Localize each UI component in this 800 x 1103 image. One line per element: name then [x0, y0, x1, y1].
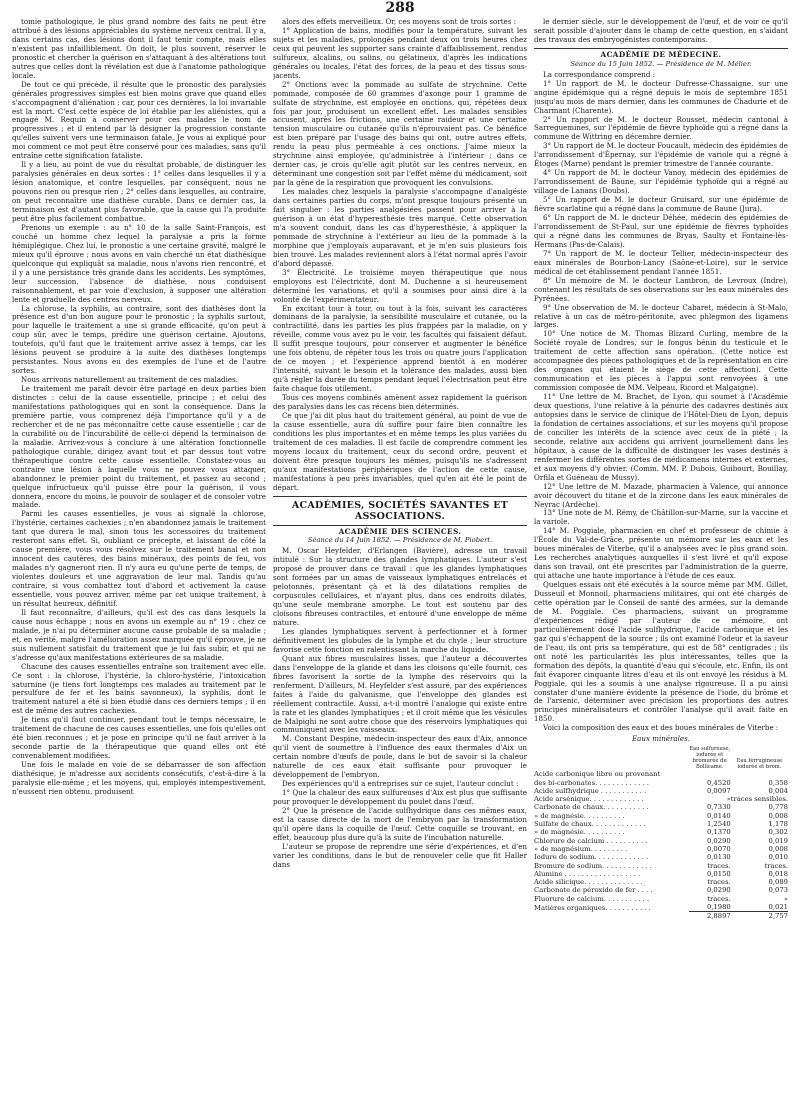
- section-rule: [273, 525, 527, 526]
- paragraph: 9° Une observation de M. le docteur Cabaret, médecin à St-Malo, relative à un cas de métro-péritonite, avec phlegmon des ligamens larges.: [534, 302, 788, 330]
- row-label: Chlorure de calcium . . . . . . . . . .: [534, 836, 648, 845]
- paragraph: 8° Un mémoire de M. le docteur Lambron, de Levroux (Indre), contenant les résultats de ses observations sur les eaux minérales des Pyrénées.: [534, 275, 788, 303]
- table-row: [534, 837, 788, 845]
- paragraph: 12° Une lettre de M. Mazade, pharmacien à Valence, qui annonce avoir découvert du titane et de la zircone dans les eaux minérales de Neyrac (Ardèche).: [534, 481, 788, 509]
- section-title: ACADÉMIES, SOCIÉTÉS SAVANTES ET ASSOCIATIONS.: [291, 499, 509, 522]
- table-row: [534, 886, 788, 894]
- waters-title: Eaux minérales.: [632, 734, 690, 744]
- paragraph: Nous arrivons naturellement au traitement de ces maladies.: [21, 375, 238, 385]
- table-intro-row: Acide carbonique libre ou provenant: [534, 770, 661, 779]
- row-label: des bi-carbonates. . . . . . . . . . . . .: [534, 778, 650, 787]
- paragraph: Chacune des causes essentielles entraîne son traitement avec elle. Ce sont : la chlorose, l'hystérie, la chloro-hystérie, l'intoxication saturnine (je tiens fort longtemps ces malades au traitement par le persulfure de fer et les bains savonneux), la syphilis, dont le traitement naturel a été si bien étudié dans ces derniers temps ; il en est de même des autres cachexies.: [12, 661, 266, 716]
- row-value: traces sensibles.: [730, 795, 788, 804]
- row-label: Carbonate de chaux. . . . . . . . . . .: [534, 803, 649, 812]
- paragraph: Tous ces moyens combinés amènent assez rapidement la guérison des paralysies dans les cas récens bien déterminés.: [273, 393, 527, 411]
- column-right: [534, 18, 788, 1098]
- paragraph: Une fois le malade en voie de se débarrasser de son affection diathésique, je m'adresse aux accidents consécutifs, c'est-à-dire à la paralysie elle-même ; et les moyens, qui, employés intempestivement, n'eussent rien obtenu, produisent: [12, 760, 266, 796]
- row-value: »: [726, 795, 731, 804]
- paragraph: Prenons un exemple : au n° 10 de la salle Saint-François, est couché un homme chez lequel la paralysie a pris la forme hémiplégique. Chez lui, le pronostic a une certaine gravité, malgré le mieux qu'il éprouve ; nous avons en vain cherché un état diathésique quelconque qui expliquât sa maladie, nous n'avons rien rencontré, et il y a une persistance très grande dans les accidents. Les symptômes, leur succession, l'absence de diathèse, nous conduisent raisonnablement, et par voie d'exclusion, à supposer une altération lente et graduelle des centres nerveux.: [12, 222, 266, 304]
- paragraph: tomie pathologique, le plus grand nombre des faits ne peut être attribué à des lésions appréciables du système nerveux central. Il y a, dans certains cas, des lésions dont il faut tenir compte, mais elles n'existent pas infailliblement. On doit, le plus souvent, réserver le pronostic et chercher la guérison en s'attaquant à des altérations tout autres que celles dont la révélation est due à l'anatomie pathologique locale.: [12, 18, 266, 80]
- row-value: traces.: [707, 894, 731, 903]
- row-label: » de magnésie. . . . . . . . . .: [534, 811, 625, 820]
- row-value: 0,0070: [706, 844, 731, 853]
- paragraph: 13° Une note de M. Rémy, de Châtillon-sur-Marne, sur la vaccine et la variole.: [534, 508, 788, 527]
- paragraph: Les glandes lymphatiques servent à perfectionner et à former définitivement les globules de la lymphe et du chyle ; leur structure favorise cette fonction en ralentissant la marche du liquide.: [273, 627, 527, 654]
- row-value: 0,0290: [706, 886, 731, 895]
- paragraph: 3° Électricité. Le troisième moyen thérapeutique que nous employons est l'électricité, dont M. Duchenne a si heureusement déterminé les variations, et qu'il a soumises pour ainsi dire à la volonté de l'expérimentateur.: [273, 267, 527, 304]
- table-row: [534, 903, 788, 912]
- total-value: 2,8897: [689, 912, 731, 921]
- col-header-sulfur: Eau sulfureuse, iodurée et bromurée du Bollicame.: [689, 746, 731, 771]
- paragraph: 1° Application de bains, modifiés pour la température, suivant les sujets et les maladies, prolongés pendant deux ou trois heures chez ceux qui peuvent les supporter sans crainte d'affaiblissement, rendus sulfureux, alcalins, ou salins, ou gélatineux, d'après les indications générales ou locales, l'état des forces, de la peau et des tissus sous-jacents.: [273, 25, 527, 80]
- paragraph: 14° M. Poggiale, pharmacien en chef et professeur de chimie à l'École du Val-de-Grâce, présente un mémoire sur les eaux et les boues minérales de Viterbe, qu'il a analysées avec le plus grand soin. Les recherches analytiques auxquelles il s'est livré et qu'il expose dans son travail, ont été prescrites par l'administration de la guerre, qui attache une haute importance à l'étude de ces eaux.: [534, 526, 788, 581]
- row-value: 0,358: [768, 778, 788, 787]
- row-value: 0,0130: [706, 853, 731, 862]
- row-value: 0,0150: [706, 869, 731, 878]
- row-label: Fluorure de calcium. . . . . . . . . . .: [534, 894, 650, 903]
- section-rule: [534, 48, 788, 49]
- row-label: [534, 912, 689, 921]
- table-row: [534, 862, 788, 870]
- paragraph: Le traitement me paraît devoir être partagé en deux parties bien distinctes : celui de la cause essentielle, principe ; et celui des manifestations pathologiques qui en sont la conséquence. Dans la première partie, vous comprenez déjà l'importance qu'il y a de rechercher et de ne pas méconnaître cette cause essentielle ; car de la curabilité ou de l'incurabilité de celle-ci dépend la terminaison de la maladie. Arrivez-vous à conclure à une altération fonctionnelle pathologique curable, dirigez avant tout et par dessus tout votre thérapeutique contre cette cause essentielle. Constatez-vous au contraire une lésion à laquelle vous ne pouvez vous attaquer, abandonnez le premier point du traitement, et passez au second ; quelque infructueux qu'il puisse être pour la guérison, il vous donnera, encore du moins, le pouvoir de soulager et de consoler votre malade.: [12, 384, 266, 510]
- row-value: 0,010: [768, 853, 788, 862]
- row-value: 0,1980: [706, 903, 731, 911]
- row-label: Acide sulfhydrique . . . . . . . . . . .: [534, 786, 647, 795]
- column-middle: [273, 18, 527, 1098]
- paragraph: Quelques essais ont été exécutés à la source même par MM. Gillet, Dusseuil et Monnoil, pharmaciens militaires, qui ont été chargés de cette opération par le Conseil de santé des armées, sur la demande de M. Poggiale. Ces pharmaciens, suivant un programme d'expériences rédigé par l'auteur de ce mémoire, ont particulièrement dosé l'acide sulfhydrique, l'acide carbonique et les gaz qui s'échappent de la source ; ils ont examiné l'odeur et la saveur de l'eau, ils ont pris sa température, qui est de 58° centigrades ; ils ont noté les particularités les plus intéressantes, telles que la formation des dépôts, la quantité d'eau qui s'écoule, etc. Enfin, ils ont fait évaporer cinquante litres d'eau et ils ont envoyé les résidus à M. Poggiale, qui les a soumis à une analyse rigoureuse. Il a pu ainsi constater d'une manière évidente la présence de l'iode, du brôme et de l'arsenic, déterminer avec précision les proportions des autres principes minéralisateurs et contrôler l'analyse qu'il avait faite en 1850.: [534, 580, 788, 724]
- paragraph: alors des effets merveilleux. Or, ces moyens sont de trois sortes :: [282, 18, 517, 26]
- mineral-waters-table: [534, 746, 788, 920]
- table-row: [534, 787, 788, 795]
- paragraph: Il faut reconnaître, d'ailleurs, qu'il est des cas dans lesquels la cause nous échappe ; nous en avons un exemple au n° 19 : chez ce malade, je n'ai pu déterminer aucune cause probable de sa maladie ; et, en vérité, malgré l'amélioration assez marquée qu'il éprouve, je ne suis nullement satisfait du traitement que je lui fais subir, et qui ne s'adresse qu'aux manifestations extérieures de sa maladie.: [12, 607, 266, 662]
- paragraph: 2° Onctions avec la pommade au sulfate de strychnine. Cette pommade, composée de 60 grammes d'axonge pour 1 gramme de sulfate de strychnine, est employée en onctions, qui, répétées deux fois par jour, produisent un excellent effet. Les malades sensibles accusent, après les frictions, une certaine raideur et une certaine tension musculaire ou cutanée qu'ils n'éprouvaient pas. Ce bénéfice est bien préparé par l'usage des bains qui ont, outre autres effets, rendu la peau plus perméable à ces onctions. J'aime mieux la strychnine ainsi employée, qu'administrée à l'intérieur ; dans ce dernier cas, je crois qu'elle agit plutôt sur les centres nerveux, en déterminant une congestion soit par l'effet même du médicament, soit par la gêne de la respiration que provoquent les convulsions.: [273, 79, 527, 188]
- paragraph: Quant aux fibres musculaires lisses, que l'auteur a découvertes dans l'enveloppe de la glande et dans les cloisons qu'elle fournit, ces fibres favorisent la sortie de la lymphe des réservoirs qui la renferment. D'ailleurs, M. Heyfelder s'est assuré, par des expériences faites à l'aide du galvanisme, que l'enveloppe des glandes est réellement contractile. Aussi, a-t-il montré l'analogie qui existe entre la rate et les glandes lymphatiques ; et il croit même que les vésicules de Malpighi ne sont autre chose que des réservoirs lymphatiques qui communiquent avec les vaisseaux.: [273, 653, 527, 735]
- row-label: Iodure de sodium. . . . . . . . . . . . .: [534, 853, 649, 862]
- table-row: [534, 779, 788, 787]
- paragraph: En excitant tour à tour, ou tout à la fois, suivant les caractères dominans de la paralysie, la sensibilité musculaire et cutanée, ou la contractilité, dans les parties les plus frappées par la maladie, on y réveille, comme vous avez pu le voir, les facultés qui faisaient défaut. Il suffit presque toujours, pour conserver et augmenter le bénéfice une fois obtenu, de répéter tous les trois ou quatre jours l'application de ce moyen ; et l'expérience apprend bientôt à en modérer l'intensité, suivant le besoin et la tolérance des malades, aussi bien qu'à régler la durée du temps pendant lequel l'électrisation peut être faite chaque fois utilement.: [273, 303, 527, 394]
- total-value: 2,757: [731, 912, 788, 921]
- row-label: Acide arsénique. . . . . . . . . . . . .: [534, 795, 644, 804]
- table-total-row: [534, 912, 788, 921]
- paragraph: Des expériences qu'il a entreprises sur ce sujet, l'auteur conclut :: [282, 779, 519, 789]
- paragraph: 7° Un rapport de M. le docteur Tellier, médecin-inspecteur des eaux minérales de Bourbon-Lancy (Saône-et-Loire), sur le service médical de cet établissement pendant l'année 1851.: [534, 248, 788, 276]
- paragraph: 2° Un rapport de M. le docteur Rousset, médecin cantonal à Sarreguemines, sur l'épidémie de fièvre typhoïde qui a régné dans la commune de Wittring en décembre dernier.: [534, 114, 788, 142]
- page-number: 288: [385, 0, 415, 16]
- paragraph: La correspondance comprend :: [543, 69, 656, 79]
- row-label: » de magnésium. . . . . . . . .: [534, 844, 628, 853]
- paragraph: 1° Un rapport de M. le docteur Dufresse-Chassaigne, sur une angine épidémique qui a régné depuis le mois de septembre 1851 jusqu'au mois de mars dernier, dans les communes de Chadurie et de Charmant (Charente).: [534, 78, 788, 115]
- paragraph: 10° Une notice de M. Thomas Blizard Curling, membre de la Société royale de Londres, sur le fongus bénin du testicule et le traitement de cette affection sans opération. (Cette notice est accompagnée des pièces pathologiques et de la représentation en cire des organes qui étaient le siège de cette affection). Cette communication et les pièces à l'appui sont renvoyées à une commission composée de MM. Velpeau, Ricord et Malgaigne).: [534, 329, 788, 393]
- session-line: Séance du 14 Juin 1852. — Présidence de M. Piobert.: [307, 536, 493, 545]
- row-label: Acide silicique. . . . . . . . . . . . . .: [534, 878, 643, 887]
- table-row: [534, 895, 788, 903]
- table-row: [534, 845, 788, 853]
- academy-sciences-heading: ACADÉMIE DES SCIENCES.: [338, 526, 462, 536]
- row-value: 0,004: [768, 786, 788, 795]
- row-value: 0,018: [768, 869, 788, 878]
- table-row: [534, 853, 788, 861]
- paragraph: Je tiens qu'il faut continuer, pendant tout le temps nécessaire, le traitement de chacune de ces causes essentielles, une fois qu'elles ont été bien reconnues ; et je pose en principe qu'il ne faut arriver à la seconde partie de la thérapeutique que quand elles ont été convenablement modifiées.: [12, 715, 266, 761]
- row-value: 0,1370: [706, 828, 731, 837]
- row-value: 0,073: [768, 886, 788, 895]
- row-label: Sulfate de chaux. . . . . . . . . . . . .: [534, 820, 646, 829]
- row-value: traces.: [764, 861, 788, 870]
- row-label: Bromure de sodium. . . . . . . . . . . .: [534, 861, 652, 870]
- row-value: 0,4520: [706, 778, 731, 787]
- table-row: [534, 795, 788, 803]
- row-value: 0,0140: [706, 811, 731, 820]
- row-value: 0,0290: [706, 836, 731, 845]
- paragraph: 1° Que la chaleur des eaux sulfureuses d'Aix est plus que suffisante pour provoquer le développement du poulet dans l'œuf.: [273, 788, 527, 807]
- row-value: traces.: [707, 861, 731, 870]
- row-value: 0,778: [768, 803, 788, 812]
- session-line: Séance du 15 Juin 1852. — Présidence de M. Mélier.: [570, 59, 752, 68]
- table-row: [534, 820, 788, 828]
- column-left: [12, 18, 266, 1098]
- row-value: »: [783, 894, 788, 903]
- paragraph: 3° Un rapport de M. le docteur Foucault, médecin des épidémies de l'arrondissement d'Épernay, sur l'épidémie de variole qui a régné à Étoges (Marne) pendant le premier trimestre de l'année courante.: [534, 141, 788, 169]
- row-label: » de magnésie. . . . . . . . . .: [534, 828, 625, 837]
- row-value: 0,019: [768, 836, 788, 845]
- col-header-iron: Eau ferrugineuse iodurée et brom.: [736, 758, 783, 771]
- paragraph: Ce que j'ai dit plus haut du traitement général, au point de vue de la cause essentielle, aura dû suffire pour faire bien connaître les conditions les plus importantes et en même temps les plus variées du traitement de ces maladies. Il est facile de comprendre comment les moyens locaux du traitement, ceux du second ordre, peuvent et doivent être presque toujours les mêmes, puisqu'ils ne s'adressent qu'aux manifestations périphériques de l'action de cette cause, manifestations à peu près invariables, quel qu'en ait été le point de départ.: [273, 410, 527, 492]
- table-row: [534, 870, 788, 878]
- paragraph: Les malades chez lesquels la paralysie s'accompagne d'analgésie dans certaines parties du corps, m'ont presque toujours présenté un fait singulier : les parties analgésiées passent pour arriver à la guérison à un état d'hyperesthésie très marqué. Cette observation m'a souvent conduit, dans les cas d'hyperesthésie, à appliquer la pommade de strychnine à l'extérieur au lieu de la pommade à la morphine que j'employais auparavant, et je m'en suis plusieurs fois bien trouvé. Les malades reviennent alors à l'état normal après l'avoir d'abord dépassé.: [273, 187, 527, 268]
- table-row: [534, 803, 788, 811]
- row-label: Carbonate de péroxide de fer . . . .: [534, 886, 653, 895]
- paragraph: le dernier siècle, sur le développement de l'œuf, et de voir ce qu'il serait possible d'ajouter dans le champ de cette question, en s'aidant des travaux des embryogénistes contemporains.: [534, 18, 788, 44]
- paragraph: 11° Une lettre de M. Brachet, de Lyon, qui soumet à l'Académie deux questions, l'une relative à la pénurie des cadavres destinés aux autopsies dans le service de clinique de l'Hôtel-Dieu de Lyon, depuis la fondation de certaines associations, et sur les moyens qu'il propose de concilier les intérêts de la science avec ceux de la piété ; la seconde, relative aux accidens qui arrivent journellement dans les hôpitaux, à cause de la difficulté de distinguer les vases destinés à renfermer les différentes sortes de médicamens internes et externes, et aux moyens d'y obvier. (Comm. MM. P. Dubois, Guibourt, Bouillay, Orfila et Guéneau de Mussy).: [534, 392, 788, 482]
- paragraph: La chlorose, la syphilis, au contraire, sont des diathèses dont la présence est d'un bon augure pour le pronostic ; la syphilis surtout, pour laquelle le traitement a une si grande efficacité, qu'on peut à coup sûr, avec le temps, prédire une guérison certaine. Ajoutons, toutefois, qu'il faut que le traitement arrive assez à temps, car les lésions peuvent se produire à la suite des diathèses longtemps persistantes. Nous avons eu des exemples de l'une et de l'autre sortes.: [12, 303, 266, 376]
- paragraph: 2° Que la présence de l'acide sulfhydrique dans ces mêmes eaux, est la cause directe de la mort de l'embryon par la transformation qu'il opère dans la coquille de l'œuf. Cette coquille se trouvant, en effet, beaucoup plus dure qu'à la suite de l'incubation naturelle.: [273, 806, 527, 842]
- row-value: 0,008: [768, 811, 788, 820]
- row-value: 1,178: [768, 820, 788, 829]
- row-value: 0,008: [768, 844, 788, 853]
- paragraph: De tout ce qui précède, il résulte que le pronostic des paralysies générales progressives simples est bien moins grave que quand elles s'accompagnent d'aliénation ; car, pour ces dernières, la loi invariable est la mort. C'est cette espèce de loi établie par les aliénistes, qui a engagé M. Requin à conserver pour ces malades le nom de progressives ; et il entend par là désigner la progression constante qu'elles suivent vers une terminaison fatale. Je vous ai expliqué pour moi comment ce mot peut être conservé pour ces maladies, sans qu'il entraîne cette signification fataliste.: [12, 79, 266, 161]
- table-row: [534, 812, 788, 820]
- academy-medicine-heading: ACADÉMIE DE MÉDECINE.: [600, 49, 722, 59]
- paragraph: 6° Un rapport de M. le docteur Déhée, médecin des épidémies de l'arrondissement de St-Paul, sur une épidémie de fièvres typhoïdes qui a régné dans les communes de Bryas, Saulty et Fontaine-lès-Hermans (Pas-de-Calais).: [534, 213, 788, 249]
- paragraph: 4° Un rapport de M. le docteur Vanoy, médecin des épidémies de l'arrondissement de Baune, sur l'épidémie typhoïde qui a régné au village de Lanans (Doubs).: [534, 168, 788, 196]
- paragraph: Il y a lieu, au point de vue du résultat probable, de distinguer les paralysies générales en deux sortes : 1° celles dans lesquelles il y a lésion anatomique, et contre lesquelles, par conséquent, nous ne pouvons rien ou presque rien ; 2° celles dans lesquelles, au contraire, on peut reconnaître une diathèse curable. Dans ce dernier cas, la terminaison est d'autant plus favorable, que la cause qui l'a produite peut être plus facilement combattue.: [12, 160, 266, 223]
- row-value: 1,2540: [706, 820, 731, 829]
- row-value: traces.: [707, 878, 731, 887]
- paragraph: Parmi les causes essentielles, je vous ai signalé la chlorose, l'hystérie, certaines cachexies ; n'en abandonnez jamais le traitement tant que durera le mal, sinon tous les accessoires du traitement resteront sans effet. Si, oubliant ce précepte, et laissant de côté la cause première, vous vous résolvez sur le traitement banal et non innocent des cautères, des bains minéraux, des points de feu, vos malades n'y gagneront rien. Il n'y aura eu qu'une perte de temps, de violentes douleurs et une aggravation de leur mal. Tandis qu'au contraire, si vous combattez tout d'abord et activement la cause essentielle, vous pouvez arriver, même par cet unique traitement, à un résultat heureux, définitif.: [12, 509, 266, 608]
- row-label: Matières organiques. . . . . . . . . . .: [534, 903, 651, 912]
- section-rule: [273, 496, 527, 497]
- row-label: Alumine . . . . . . . . . . . . . . . . . .: [534, 869, 641, 878]
- paragraph: Voici la composition des eaux et des boues minérales de Viterbe :: [543, 723, 779, 733]
- row-value: 0,7330: [706, 803, 731, 812]
- table-row: [534, 828, 788, 836]
- paragraph: 5° Un rapport de M. le docteur Gruisard, sur une épidémie de fièvre scarlatine qui a régné dans la commune de Baune (Jura).: [534, 195, 788, 214]
- row-value: 0,089: [768, 878, 788, 887]
- table-row: [534, 878, 788, 886]
- row-value: 0,0097: [706, 786, 731, 795]
- paragraph: L'auteur se propose de reprendre une série d'expériences, et d'en varier les conditions, dans le but de renouveler celle que fit Haller dans: [273, 841, 527, 869]
- paragraph: M. Constant Despine, médecin-inspecteur des eaux d'Aix, annonce qu'il vient de soumettre à l'influence des eaux thermales d'Aix un certain nombre d'œufs de poule, dans le but de savoir si la chaleur naturelle de ces eaux était suffisante pour provoquer le développement de l'embryon.: [273, 734, 527, 780]
- row-value: 0,302: [768, 828, 788, 837]
- row-value: 0,021: [768, 903, 788, 911]
- paragraph: M. Oscar Heyfelder, d'Erlangen (Bavière), adresse un travail intitulé : Sur la structure des glandes lymphatiques. L'auteur s'est proposé de prouver dans ce travail : que les glandes lymphatiques sont formées par un amas de vaisseaux lymphatiques entrelacés et pelotonnés, présentant çà et là des dilatations remplies de corpuscules cellulaires, et n'ayant plus, dans ces endroits dilatés, qu'une seule membrane amorphe. Le tout est soutenu par des cloisons fibreuses contractiles, et entouré d'une enveloppe de même nature.: [273, 546, 527, 628]
